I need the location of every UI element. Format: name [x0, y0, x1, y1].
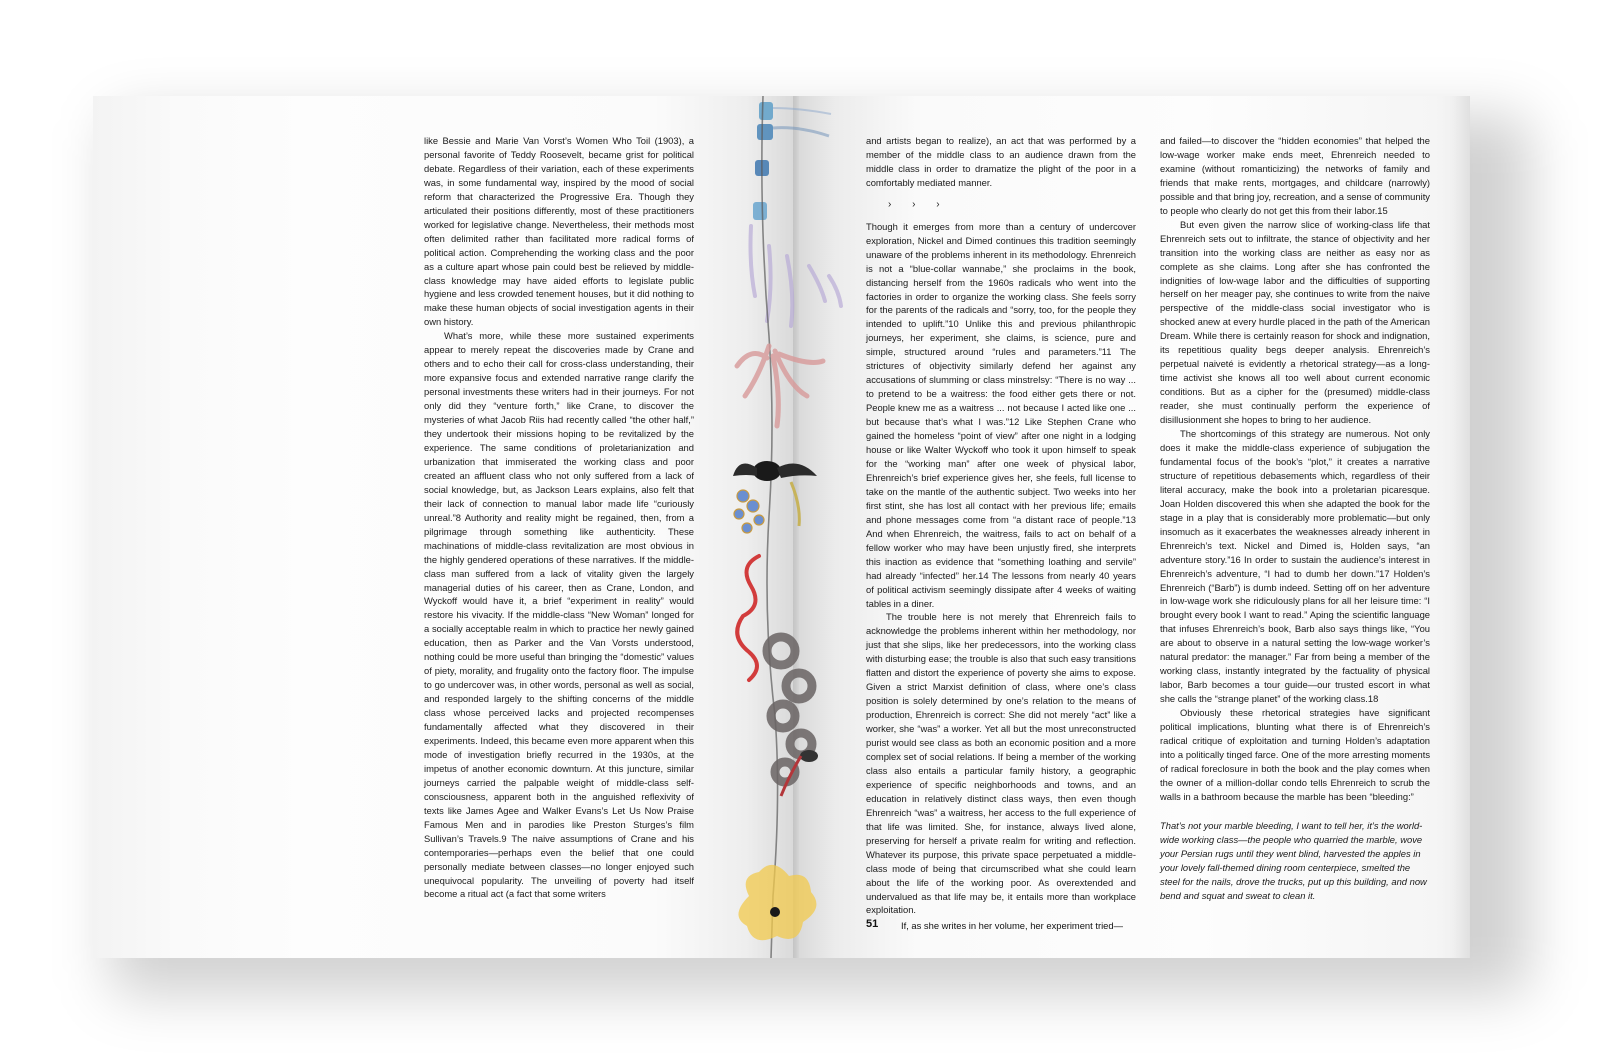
paragraph: What’s more, while these more sustained experiments appear to merely repeat the discoveries made by Crane and others and to echo their call for cross-class understanding, their more expansive focus and extended narrative range clarify the personal investments these writers had in their journeys. For not only did they “venture forth,” like Crane, to discover the mysteries of what Jacob Riis had recently called “the other half,” they undertook their missions hoping to be revitalized by the experience. The same conditions of proletarianization and urbanization that immiserated the working class and poor created an affluent class who not only suffered from a lack of social knowledge, but, as Jackson Lears explains, also felt that their lack of connection to manual labor made life “curiously unreal.”8 Authority and reality might be regained, then, from a pilgrimage through something like authenticity. These machinations of middle-class revitalization are most obvious in the highly gendered operations of these narratives. If the middle-class man suffered from a lack of vitality given the largely managerial duties of his career, then as Crane, London, and Wyckoff would have it, a brief “experiment in reality” would restore his vivacity. If the middle-class “New Woman” longed for a socially acceptable realm in which to practice her newly gained education, then as Parker and the Van Vorsts understood, nothing could be more useful than bringing the “domestic” values of piety, morality, and frugality onto the factory floor. The impulse to go undercover was, in other words, personal as well as social, and responded largely to the shifting concerns of the middle class whose perceived lacks and projected recompenses fundamentally affected what they discovered in their experiments. Indeed, this became even more apparent when this mode of investigation briefly recurred in the 1930s, at the impetus of another economic downturn. At this juncture, similar journeys carried the palpable weight of middle-class self-consciousness, apparent both in the anguished reflexivity of texts like James Agee and Walker Evans’s Let Us Now Praise Famous Men and in parodies like Preston Sturges’s film Sullivan’s Travels.9 The naive assumptions of Crane and his contemporaries—perhaps even the belief that one could personally mediate between classes—no longer enjoyed such unequivocal popularity. The unveiling of poverty had itself become a ritual act (a fact that some writers [424, 330, 694, 900]
paragraph: The shortcomings of this strategy are numerous. Not only does it make the middle-class experience of subjugation the fundamental focus of the book’s “plot,” it creates a narrative structure of repetitious debasements which, regardless of their literal accuracy, make the book into a proletarian picaresque. Joan Holden discovered this when she adapted the book for the stage in a play that is considerably more problematic—but only insomuch as it exacerbates the weaknesses already inherent in Ehrenreich’s text. Nickel and Dimed is, Holden says, “an adventure story.”16 In order to sustain the audience’s interest in Ehrenreich’s adventure, “I had to dumb her down.”17 Holden’s Ehrenreich (“Barb”) is dumb indeed. Setting off on her adventure in low-wage work she ridiculously plans for all her leisure time: “I brought every book I want to read.” Aping the scientific language that infuses Ehrenreich’s book, Barb also says things like, “You are about to observe in a natural setting the low-wage worker’s natural predator: the manager.” Far from being a member of the working class, instantly integrated by the factuality of physical labor, Barb becomes a tour guide—our trusted escort in what she calls the “strange planet” of the working class.18 [1160, 428, 1430, 705]
yellow-flower-icon [738, 865, 816, 940]
watercolor-illustration [729, 96, 869, 958]
continued-line: If, as she writes in her volume, her experiment tried— [901, 920, 1123, 931]
right-text-column-2 [1160, 134, 1430, 902]
small-bird-icon [781, 750, 818, 796]
blue-shapes-icon [753, 102, 831, 220]
pink-tendrils-icon [737, 346, 823, 426]
book-spread [93, 96, 1470, 958]
red-squiggle-icon [737, 556, 759, 680]
blue-blossom-icon [734, 490, 764, 533]
left-page [93, 96, 795, 958]
paragraph: and failed—to discover the “hidden economies” that helped the low-wage worker make ends meet, Ehrenreich needed to examine (without romanticizing) the networks of family and friends that make rents, mortgages, and childcare (narrowly) possible and that bring joy, recreation, and a sense of community to people who clearly do not get this from their labor.15 [1160, 135, 1430, 216]
block-quote: That’s not your marble bleeding, I want to tell her, it’s the world-wide working class—the people who quarried the marble, wove your Persian rugs until they went blind, harvested the apples in your lovely fall-themed dining room centerpiece, smelted the steel for the nails, drove the trucks, put up this building, and now bend and squat and sweat to clean it. [1160, 819, 1427, 901]
vine-stem-icon [762, 96, 778, 958]
right-page [795, 96, 1470, 958]
left-text-column [424, 134, 694, 901]
paragraph: Though it emerges from more than a century of undercover exploration, Nickel and Dimed continues this tradition seemingly unaware of the problems inherent in its methodology. Ehrenreich is not a “blue-collar wannabe,” she proclaims in the book, distancing herself from the 1960s radicals who went into the factories in order to organize the working class. She feels sorry for the parents of the radicals and “sorry, too, for the people they intended to uplift.”10 Unlike this and previous philanthropic journeys, her experiment, she claims, is science, pure and simple, structured around “rules and parameters.”11 The strictures of objectivity similarly defend her against any accusations of slumming or class minstrelsy: “There is no way ... to pretend to be a waitress: the food either gets there or not. People knew me as a waitress ... not because I acted like one ... but because that’s what I was.”12 Like Stephen Crane who gained the homeless “point of view” after one night in a lodging house or like Walter Wyckoff who took it upon himself to speak for the “working man” after one week of physical labor, Ehrenreich’s brief experience gives her, she feels, full license to take on the mantle of the authentic subject. Two weeks into her first stint, she has lost all contact with her previous life; emails and phone messages come from “a distant race of people.”13 And when Ehrenreich, the waitress, fails to act on behalf of a fellow worker who may have been unjustly fired, she interprets this inaction as evidence that “something loathing and servile” had already “infected” her.14 The lessons from nearly 40 years of political activism seemingly dissipate after 4 weeks of waiting tables in a diner. [866, 220, 1136, 609]
paragraph: Obviously these rhetorical strategies have significant political implications, blunting what there is of Ehrenreich’s radical critique of exploitation and turning Holden’s adaptation into a politically tinged farce. One of the more arresting moments of radical foreclosure in both the book and the play comes when the owner of a million-dollar condo tells Ehrenreich to scrub the walls in a bathroom because the marble has been “bleeding:” [1160, 707, 1430, 802]
section-break: › › › [888, 198, 949, 210]
paragraph: like Bessie and Marie Van Vorst’s Women Who Toil (1903), a personal favorite of Teddy Roosevelt, became grist for political debate. Regardless of their variation, each of these experiments was, in some fundamental way, inspired by the mood of social reform that characterized the Progressive Era. Though they articulated their positions differently, most of these practitioners worked for legislative change. Nevertheless, their methods most often delimited rather than facilitated more radical forms of political action. Comprehending the working class and the poor as a culture apart whose pain could best be relieved by middle-class knowledge may have aided efforts to legislate public hygiene and less crowded tenement houses, but it did nothing to make these human objects of social investigation agents in their own history. [424, 135, 694, 328]
paragraph: But even given the narrow slice of working-class life that Ehrenreich sets out to infiltrate, the stance of objectivity and her transition into the working class are neither as easy nor as complete as she claims. Long after she has confronted the indignities of low-wage labor and the difficulties of supporting herself on her meager pay, she continues to write from the naive perspective of the middle-class social investigator who is shocked anew at every hurdle placed in the path of the American Dream. While there is certainly reason for shock and indignation, its repetitious quality begs deeper analysis. Ehrenreich’s perpetual naiveté is evidently a rhetorical strategy—as a long-time activist she knows all too well about current economic conditions. But as a cipher for the (presumed) middle-class reader, she must continually perform the experience of disillusionment she hopes to bring to her audience. [1160, 218, 1430, 426]
paragraph: The trouble here is not merely that Ehrenreich fails to acknowledge the problems inherent within her methodology, nor just that she slips, like her predecessors, into the working class with disturbing ease; the trouble is also that such easy transitions flatten and distort the experience of poverty she aims to expose. Given a strict Marxist definition of class, where one’s class position is solely determined by one’s relation to the means of production, Ehrenreich is correct: She did not merely “act” like a worker, she “was” a worker. Yet all but the most unreconstructed purist would see class as both an economic position and a more complex set of social relations. If being a member of the working class also entails a particular family history, a geographic experience of specific neighborhoods and towns, and an education in relatively distinct class ways, then even though Ehrenreich “was” a waitress, her access to the full experience of that life was limited. She, for instance, always lived alone, preserving for herself a private realm for writing and reflection. Whatever its purpose, this private space perpetuated a middle-class mode of being that circumscribed what she could learn about the life of the working poor. As overextended and undervalued as that life may be, it entails more than workplace exploitation. [866, 611, 1136, 916]
right-text-column-1 [866, 134, 1136, 917]
page-number: 51 [866, 918, 879, 930]
paragraph: and artists began to realize), an act that was performed by a member of the middle class to an audience drawn from the middle class in order to dramatize the plight of the poor in a comfortably mediated manner. [866, 135, 1136, 188]
